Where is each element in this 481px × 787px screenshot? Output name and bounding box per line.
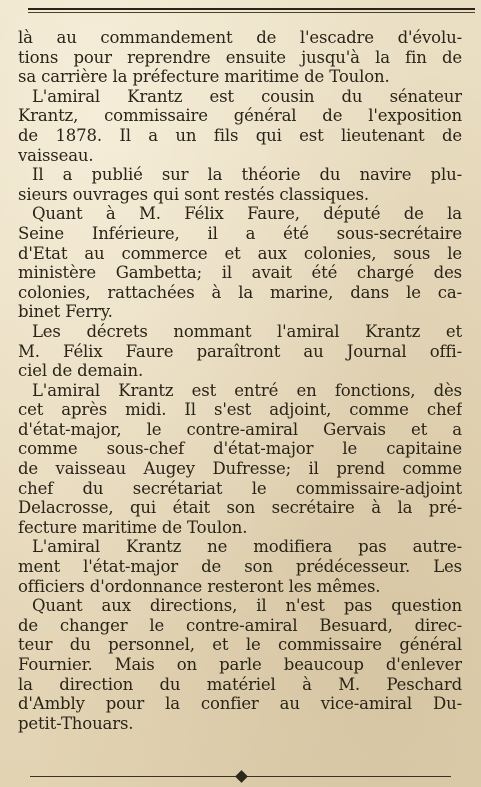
article-line: comme sous-chef d'état-major le capitaine <box>18 439 462 459</box>
article-line: petit-Thouars. <box>18 713 134 733</box>
article-line: sieurs ouvrages qui sont restés classiques. <box>18 184 370 204</box>
article-line: Quant à M. Félix Faure, député de la <box>32 204 462 224</box>
article-line: sa carrière la préfecture maritime de Toulon. <box>18 67 390 87</box>
article-line: Fournier. Mais on parle beaucoup d'enlever <box>18 655 462 674</box>
article-line: d'Ambly pour la confier au vice-amiral Du- <box>18 694 462 714</box>
article-line: de 1878. Il a un fils qui est lieutenant de <box>18 125 462 145</box>
article-line: L'amiral Krantz est entré en fonctions, dès <box>32 380 462 400</box>
article-line: ciel de demain. <box>18 361 144 381</box>
article-line: teur du personnel, et le commissaire général <box>18 635 462 655</box>
bottom-separator <box>30 776 451 777</box>
article-line: L'amiral Krantz est cousin du sénateur <box>32 86 462 106</box>
article-line: ment l'état-major de son prédécesseur. Les <box>18 557 462 577</box>
article-line: vaisseau. <box>18 145 94 165</box>
article-line: Krantz, commissaire général de l'exposition <box>18 106 462 126</box>
article-line: la direction du matériel à M. Peschard <box>18 674 462 694</box>
article-line: Les décrets nommant l'amiral Krantz et <box>32 321 462 341</box>
article-line: binet Ferry. <box>18 302 113 322</box>
article-line: colonies, rattachées à la marine, dans le ca- <box>18 282 462 302</box>
article-line: M. Félix Faure paraîtront au Journal offi- <box>18 341 462 361</box>
article-line: chef du secrétariat le commissaire-adjoint <box>18 478 462 498</box>
article-line: Seine Inférieure, il a été sous-secrétaire <box>18 223 462 243</box>
article-line: cet après midi. Il s'est adjoint, comme chef <box>18 400 462 420</box>
article-line: Delacrosse, qui était son secrétaire à la pré- <box>18 498 462 518</box>
article-line: d'Etat au commerce et aux colonies, sous le <box>18 243 462 263</box>
article-line: Quant aux directions, il n'est pas question <box>32 596 462 616</box>
article-line: tions pour reprendre ensuite jusqu'à la fin de <box>18 47 462 67</box>
separator-ornament <box>235 770 248 783</box>
article-line: de vaisseau Augey Dufresse; il prend comme <box>18 459 462 479</box>
article-line: là au commandement de l'escadre d'évolu- <box>18 28 462 47</box>
article-line: de changer le contre-amiral Besuard, direc- <box>18 615 462 635</box>
article-line: Il a publié sur la théorie du navire plu- <box>32 165 462 185</box>
article-line: L'amiral Krantz ne modifiera pas autre- <box>32 537 462 557</box>
article-column <box>18 28 462 733</box>
article-line: fecture maritime de Toulon. <box>18 517 248 537</box>
article-line: officiers d'ordonnance resteront les mêmes. <box>18 576 381 596</box>
top-rule <box>28 8 475 10</box>
article-line: d'état-major, le contre-amiral Gervais et a <box>18 419 462 439</box>
article-line: ministère Gambetta; il avait été chargé des <box>18 263 462 283</box>
